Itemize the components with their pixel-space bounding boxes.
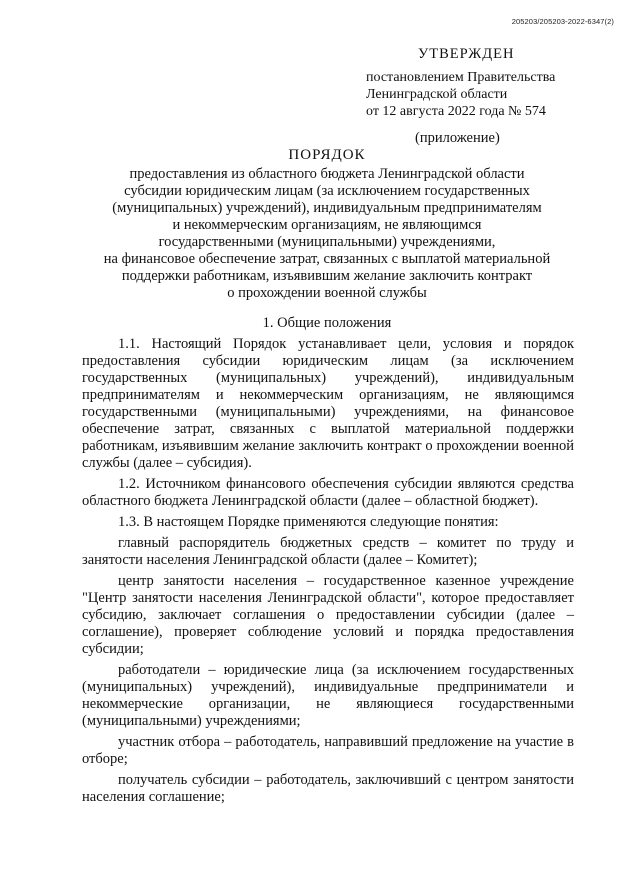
approval-line: постановлением Правительства: [366, 70, 556, 85]
section-title: 1. Общие положения: [262, 315, 392, 331]
heading-line: на финансовое обеспечение затрат, связанных с выплатой материальной: [103, 251, 551, 267]
heading-line: государственными (муниципальными) учреждениями,: [158, 234, 496, 250]
document-heading: [82, 147, 572, 302]
heading-line: поддержки работникам, изъявившим желание заключить контракт: [121, 268, 533, 284]
approval-title: УТВЕРЖДЕН: [418, 46, 515, 62]
paragraph: получатель субсидии – работодатель, заключивший с центром занятости населения соглашение;: [82, 772, 574, 805]
appendix-label: (приложение): [415, 130, 500, 146]
document-body: [82, 336, 574, 806]
document-title: ПОРЯДОК: [288, 147, 366, 163]
approval-line: от 12 августа 2022 года № 574: [366, 104, 546, 119]
paragraph: центр занятости населения – государственное казенное учреждение "Центр занятости населения Ленинградской области", которое предоставляет субсидию, заключает соглашения о предоставлении субсидии (далее – соглашение), проверяет соблюдение условий и порядка предоставления субсидии;: [82, 573, 574, 657]
heading-line: субсидии юридическим лицам (за исключением государственных: [124, 183, 530, 199]
heading-line: о прохождении военной службы: [227, 285, 427, 301]
approval-line: Ленинградской области: [366, 87, 508, 102]
document-number: 205203/205203-2022-6347(2): [511, 17, 614, 26]
paragraph: 1.2. Источником финансового обеспечения субсидии являются средства областного бюджета Ленинградской области (далее – областной бюджет).: [82, 476, 574, 509]
heading-line: (муниципальных) учреждений), индивидуальным предпринимателям: [112, 200, 542, 216]
paragraph: работодатели – юридические лица (за исключением государственных (муниципальных) учреждений), индивидуальные предприниматели и некоммерческие организации, не являющиеся государственными (муниципальными) учреждениями;: [82, 662, 574, 729]
paragraph: участник отбора – работодатель, направивший предложение на участие в отборе;: [82, 734, 574, 767]
approval-block: [366, 46, 626, 120]
paragraph: 1.1. Настоящий Порядок устанавливает цели, условия и порядок предоставления субсидии юридическим лицам (за исключением государственных (муниципальных) учреждений), индивидуальным предпринимателям и некоммерческим организациям, не являющимся государственными (муниципальными) учреждениями, на финансовое обеспечение затрат, связанных с выплатой материальной поддержки работникам, изъявившим желание заключить контракт о прохождении военной службы (далее – субсидия).: [82, 336, 574, 471]
heading-line: и некоммерческим организациям, не являющимся: [172, 217, 482, 233]
paragraph: 1.3. В настоящем Порядке применяются следующие понятия:: [118, 514, 499, 530]
paragraph: главный распорядитель бюджетных средств – комитет по труду и занятости населения Ленинградской области (далее – Комитет);: [82, 535, 574, 568]
heading-line: предоставления из областного бюджета Ленинградской области: [129, 166, 525, 182]
